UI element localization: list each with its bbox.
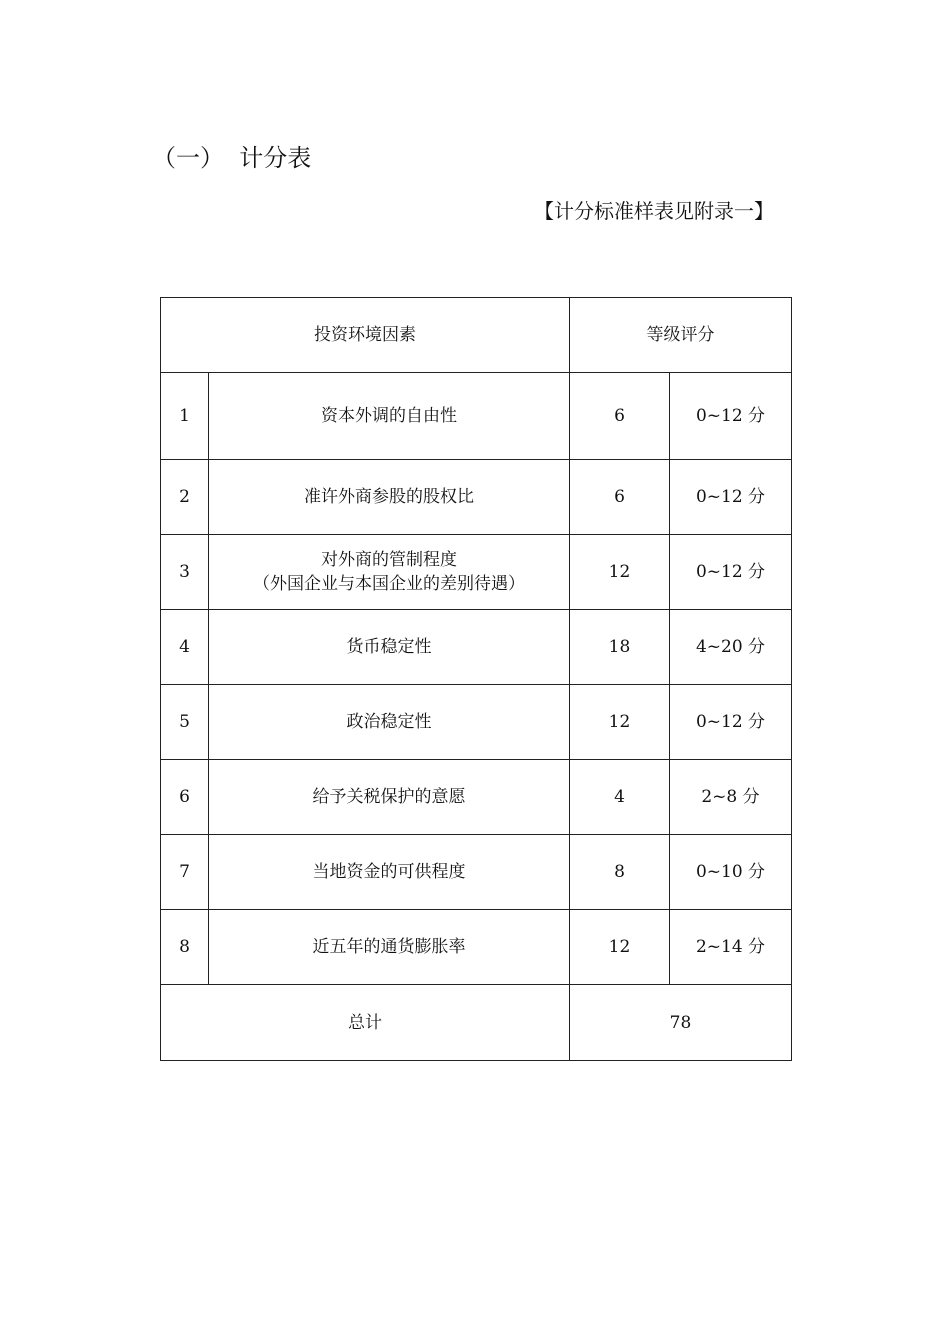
table-row [161, 610, 792, 685]
range-cell: 0~10 分 [670, 835, 792, 910]
range-cell: 0~12 分 [670, 535, 792, 610]
table-row [161, 835, 792, 910]
row-number: 8 [161, 910, 209, 985]
grade-column-header: 等级评分 [570, 298, 792, 373]
table-header-row [161, 298, 792, 373]
score-cell: 12 [570, 685, 670, 760]
table-row [161, 460, 792, 535]
score-table [160, 297, 792, 1061]
score-cell: 6 [570, 460, 670, 535]
range-cell: 0~12 分 [670, 373, 792, 460]
factor-cell: 货币稳定性 [209, 610, 570, 685]
section-heading [152, 142, 311, 174]
factor-column-header: 投资环境因素 [161, 298, 570, 373]
section-number: （一） [152, 144, 224, 172]
table-row [161, 535, 792, 610]
row-number: 6 [161, 760, 209, 835]
factor-text: 对外商的管制程度 [321, 550, 457, 570]
range-cell: 0~12 分 [670, 460, 792, 535]
total-label: 总计 [161, 985, 570, 1061]
score-cell: 4 [570, 760, 670, 835]
appendix-note: 【计分标准样表见附录一】 [534, 199, 774, 223]
score-cell: 12 [570, 535, 670, 610]
factor-cell: 近五年的通货膨胀率 [209, 910, 570, 985]
factor-cell: 当地资金的可供程度 [209, 835, 570, 910]
row-number: 5 [161, 685, 209, 760]
section-title: 计分表 [239, 144, 312, 172]
row-number: 1 [161, 373, 209, 460]
factor-cell: 准许外商参股的股权比 [209, 460, 570, 535]
score-cell: 8 [570, 835, 670, 910]
total-row [161, 985, 792, 1061]
factor-subtext: （外国企业与本国企业的差别待遇） [253, 574, 525, 594]
score-cell: 12 [570, 910, 670, 985]
score-cell: 6 [570, 373, 670, 460]
range-cell: 0~12 分 [670, 685, 792, 760]
range-cell: 2~14 分 [670, 910, 792, 985]
score-cell: 18 [570, 610, 670, 685]
factor-cell: 政治稳定性 [209, 685, 570, 760]
table-row [161, 685, 792, 760]
table-row [161, 760, 792, 835]
range-cell: 2~8 分 [670, 760, 792, 835]
factor-cell: 给予关税保护的意愿 [209, 760, 570, 835]
row-number: 7 [161, 835, 209, 910]
total-value: 78 [570, 985, 792, 1061]
row-number: 2 [161, 460, 209, 535]
row-number: 4 [161, 610, 209, 685]
table-row [161, 910, 792, 985]
range-cell: 4~20 分 [670, 610, 792, 685]
row-number: 3 [161, 535, 209, 610]
table-row [161, 373, 792, 460]
factor-cell [209, 535, 570, 610]
factor-cell: 资本外调的自由性 [209, 373, 570, 460]
